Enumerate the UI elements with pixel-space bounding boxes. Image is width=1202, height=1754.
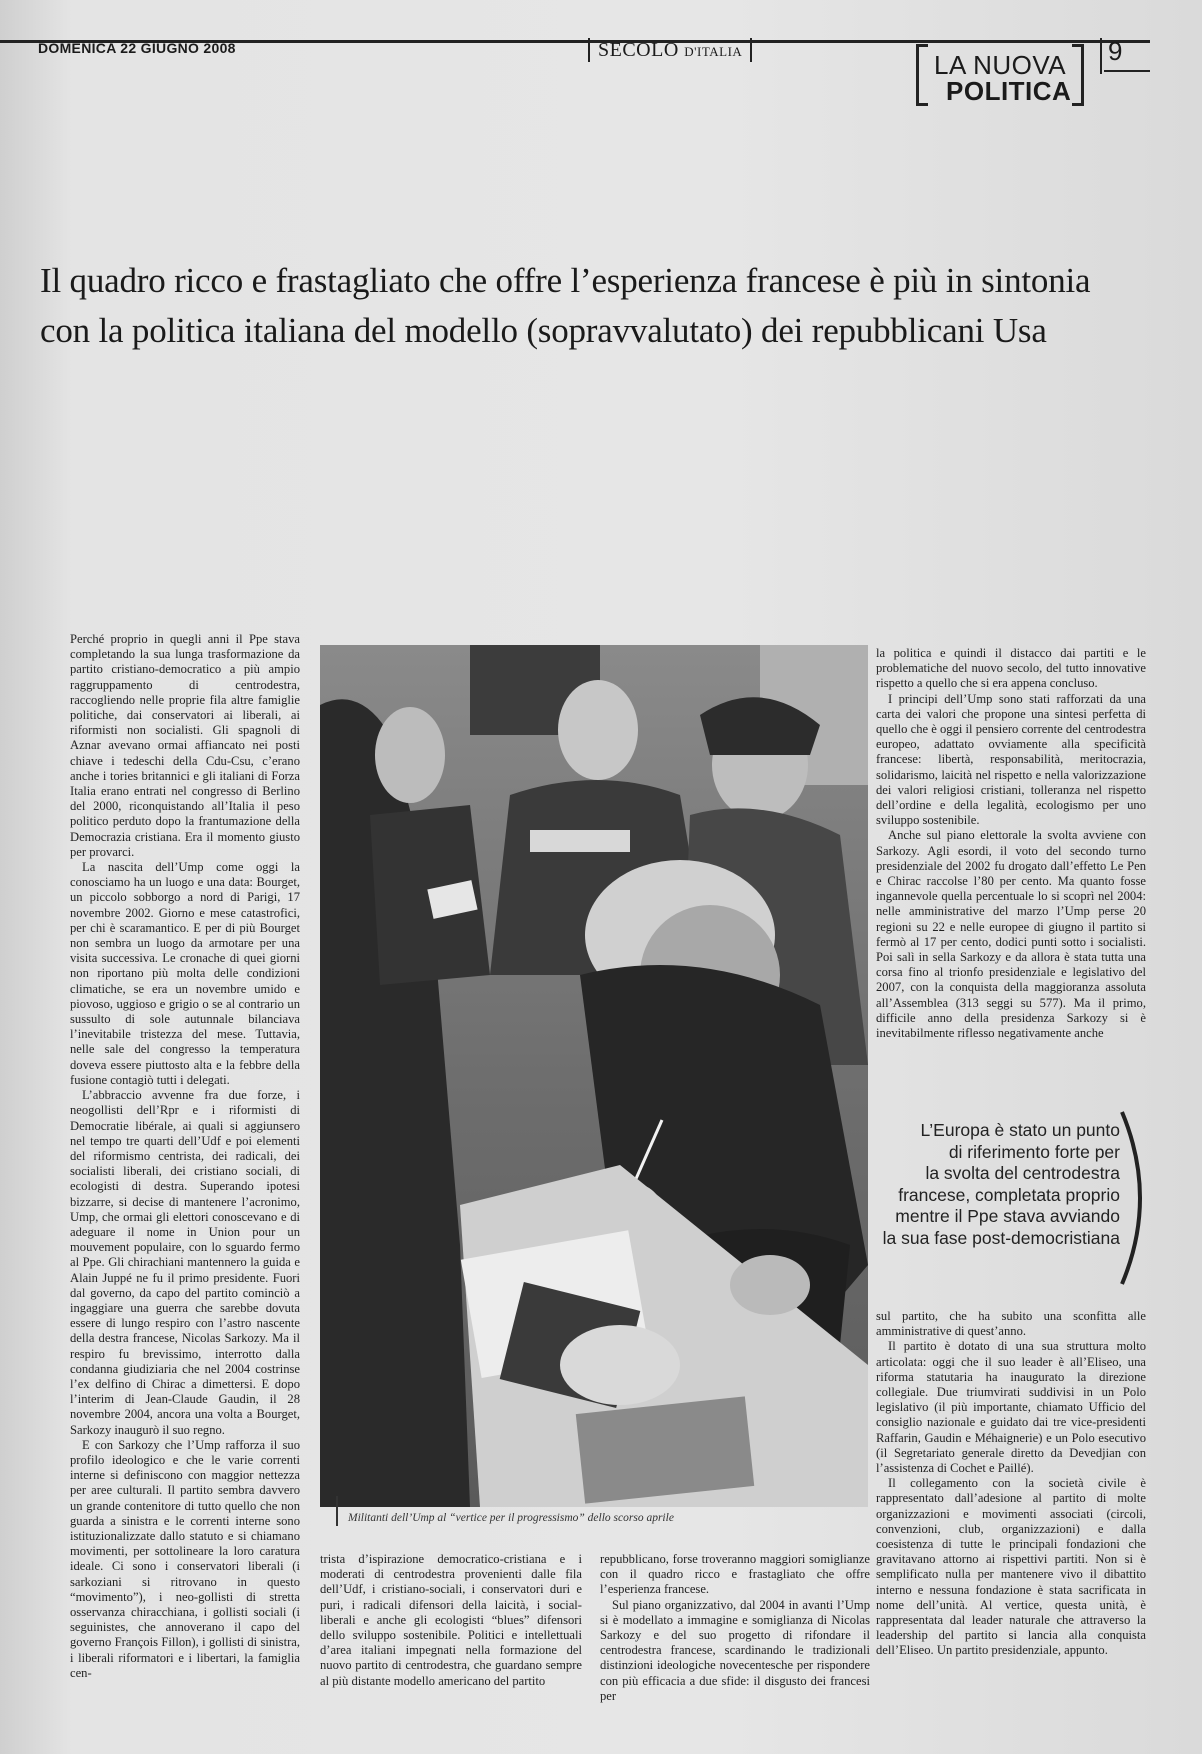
caption-rule (336, 1496, 338, 1526)
article-column-1 (70, 632, 300, 1681)
masthead-small: D'ITALIA (684, 44, 743, 59)
paragraph: repubblicano, forse troveranno maggiori somiglianze con il quadro ricco e frastagliato che offre l’esperienza francese. (600, 1552, 870, 1597)
paragraph: La nascita dell’Ump come oggi la conosciamo ha un luogo e una data: Bourget, un piccolo sobborgo a nord di Parigi, 17 novembre 2002. Giorno e mese catastrofici, per chi è scaramantico. E per di più Bourget non sembra un luogo da armotare per una visita successiva. Le cronache di quei giorni non riportano più molta delle condizioni climatiche, se era un novembre umido e piovoso, uggioso e grigio o se al contrario un sussulto di sole autunnale bilanciava l’inevitabile tristezza del mese. Tuttavia, nelle sale del congresso la temperatura doveva essere piuttosto alta e la febbre della fusione contagiò tutti i delegati. (70, 860, 300, 1087)
article-column-3 (600, 1552, 870, 1704)
article-column-4-top (876, 646, 1146, 1041)
page-number-underline (1104, 70, 1150, 72)
page-number-rule (1100, 38, 1102, 74)
paragraph: Perché proprio in quegli anni il Ppe stava completando la sua lunga trasformazione da partito cristiano-democratico a più ampio raggruppamento di centrodestra, raccogliendo nelle proprie fila altre famiglie politiche, dai conservatori ai liberali, ai riformisti non socialisti. Gli spagnoli di Aznar avevano ormai affiancato nei posti chiave i tedeschi della Cdu-Csu, c’erano anche i tories britannici e gli italiani di Forza Italia erano entrati nel congresso di Berlino del 2000, riconquistando all’Italia il peso politico perduto dopo la frantumazione della Democrazia cristiana. Era il momento giusto per provarci. (70, 632, 300, 859)
photo-caption: Militanti dell’Ump al “vertice per il progressismo” dello scorso aprile (348, 1512, 674, 1524)
paragraph: Sul piano organizzativo, dal 2004 in avanti l’Ump si è modellato a immagine e somiglianza di Nicolas Sarkozy e del suo progetto di rifondare il centrodestra francese, scardinando le tradizionali distinzioni ideologiche novecentesche per rispondere con più efficacia a due sfide: il disgusto dei francesi per (600, 1597, 870, 1703)
pull-quote-line: L’Europa è stato un punto (920, 1120, 1120, 1140)
pull-quote-line: la svolta del centrodestra (925, 1163, 1120, 1183)
masthead-main: SECOLO (598, 39, 679, 61)
headline-line-1: Il quadro ricco e frastagliato che offre l’esperienza francese è più in sintonia (40, 261, 1091, 300)
paragraph: trista d’ispirazione democratico-cristiana e i moderati di centrodestra provenienti dalle fila dell’Udf, i cristiano-sociali, i conservatori duri e puri, i radicali difensori della laicità, i social-liberali e anche gli ecologisti “blues” difensori dello sviluppo sostenibile. Politici e intellettuali d’area italiani impegnati nella formazione del nuovo partito di centrodestra, che guardano sempre al più distante modello americano del partito (320, 1552, 582, 1688)
headline-line-2: con la politica italiana del modello (sopravvalutato) dei repubblicani Usa (40, 311, 1047, 350)
article-headline (40, 256, 1170, 356)
article-photo (320, 645, 868, 1507)
section-label-line1: LA NUOVA (934, 50, 1067, 80)
paragraph: Anche sul piano elettorale la svolta avviene con Sarkozy. Agli esordi, il voto del secondo turno presidenziale del 2002 fu drogato dall’effetto Le Pen e Chirac raccolse l’80 per cento. Ma quanto fosse ingannevole quella percentuale lo si scoprì nel 2004: nelle amministrative del marzo l’Ump perse 20 regioni su 22 e nelle europee di giugno il partito si fermò al 17 per cento, dodici punti sotto i socialisti. Poi salì in sella Sarkozy e da allora è stata tutta una corsa fino al trionfo presidenziale e legislativo del 2007, con la conquista della maggioranza assoluta all’Assemblea (313 seggi su 577). Ma il primo, difficile anno della presidenza Sarkozy si è inevitabilmente riflesso negativamente anche (876, 828, 1146, 1041)
pull-quote (880, 1120, 1120, 1249)
paragraph: I principi dell’Ump sono stati rafforzati da una carta dei valori che propone una sintesi perfetta di quello che è oggi il pensiero corrente del centrodestra europeo, adattato ovviamente alla specificità francese: libertà, responsabilità, meritocrazia, solidarismo, laicità nel rispetto e nella valorizzazione dei valori religiosi cristiani, tolleranza nel rispetto dell’ordine e della legalità, ecologismo per uno sviluppo sostenibile. (876, 691, 1146, 828)
paragraph: la politica e quindi il distacco dai partiti e le problematiche del nuovo secolo, del tutto innovative rispetto a quello che si era appena concluso. (876, 646, 1146, 691)
section-label-line2: POLITICA (946, 76, 1072, 106)
section-bracket-left (916, 44, 928, 106)
section-bracket-right (1072, 44, 1084, 106)
paragraph: Il collegamento con la società civile è rappresentato dall’adesione al partito di molte organizzazioni e movimenti associati (circoli, convenzioni, club, organizzazioni) e dalla coesistenza di tutte le principali fondazioni che gravitavano attorno ai rispettivi partiti. Non si è semplificato nulla per mantenere vivo il dibattito interno e nessuna fondazione è stata sacrificata in nome dell’unità. Al vertice, questa unità, è rappresentata dal leader naturale che attraverso la leadership del partito si lancia alla conquista dell’Eliseo. Un partito presidenziale, appunto. (876, 1476, 1146, 1658)
paragraph: sul partito, che ha subito una sconfitta alle amministrative di quest’anno. (876, 1309, 1146, 1339)
article-column-2 (320, 1552, 582, 1689)
pull-quote-line: francese, completata proprio (898, 1184, 1120, 1205)
photo-illustration (320, 645, 868, 1507)
issue-date: DOMENICA 22 GIUGNO 2008 (38, 40, 236, 56)
paragraph: L’abbraccio avvenne fra due forze, i neogollisti dell’Rpr e i riformisti di Democratie libérale, ai quali si aggiunsero nel tempo tre quarti dell’Udf e poi elementi del riformismo centrista, dei radicali, dei socialisti liberali, dei cristiano sociali, di ecologisti di destra. Superando ipotesi bizzarre, si decise di mantenere l’acronimo, Ump, che ormai gli elettori conoscevano e di adeguare il nome in Union pour un mouvement populaire, con lo sguardo fermo al Ppe. Gli chirachiani mantennero la guida e Alain Juppé ne fu il primo presidente. Fuori dal governo, da capo del partito cominciò a ingaggiare una guerra che sarebbe dovuta essere di lungo respiro con l’astro nascente della destra francese, Nicolas Sarkozy. Ma il respiro fu brevissimo, interrotto dalla condanna giudiziaria che nel 2004 costrinse l’ex delfino di Chirac a dimettersi. E dopo l’interim di Jean-Claude Gaudin, il 28 novembre 2004, ancora una volta a Bourget, Sarkozy inaugurò il suo regno. (70, 1088, 300, 1437)
section-label-box (916, 44, 1084, 106)
pull-quote-line: la sua fase post-democristiana (882, 1227, 1120, 1248)
pull-quote-line: mentre il Ppe stava avviando (895, 1206, 1120, 1226)
pull-quote-line: di riferimento forte per (948, 1141, 1120, 1162)
page-number: 9 (1108, 36, 1123, 66)
paragraph: Il partito è dotato di una sua struttura molto articolata: oggi che il suo leader è all’Eliseo, una riforma statutaria ha inaugurato la direzione collegiale. Due triumvirati suddivisi in un Polo legislativo (il più importante, chiamato Ufficio del consiglio nazionale e guidato dai tre vice-presidenti Raffarin, Gaudin e Méhaignerie) e un Polo esecutivo (il Segretariato generale diretto da Devedjian con l’assistenza di Cochet e Paillé). (876, 1339, 1146, 1476)
newspaper-masthead (588, 38, 752, 62)
pull-quote-bracket-icon (1118, 1108, 1158, 1288)
article-column-4-bottom (876, 1309, 1146, 1659)
paragraph: E con Sarkozy che l’Ump rafforza il suo profilo ideologico e che le varie correnti interne si definiscono con maggior nettezza per aree culturali. Il partito sembra davvero un grande contenitore di tutto quello che non guarda a sinistra e le correnti interne sono istituzionalizzate dallo statuto e si chiamano movimenti, per sottolineare la loro caratura ideale. Ci sono i conservatori liberali (i sarkoziani si ritrovano in questo “movimento”), i neo-gollisti di stretta osservanza chiracchiana, i gollisti sociali (i seguinistes, che annoverano il capo del governo François Fillon), i gollisti di sinistra, i liberali riformatori e i libertari, la famiglia cen- (70, 1437, 300, 1680)
